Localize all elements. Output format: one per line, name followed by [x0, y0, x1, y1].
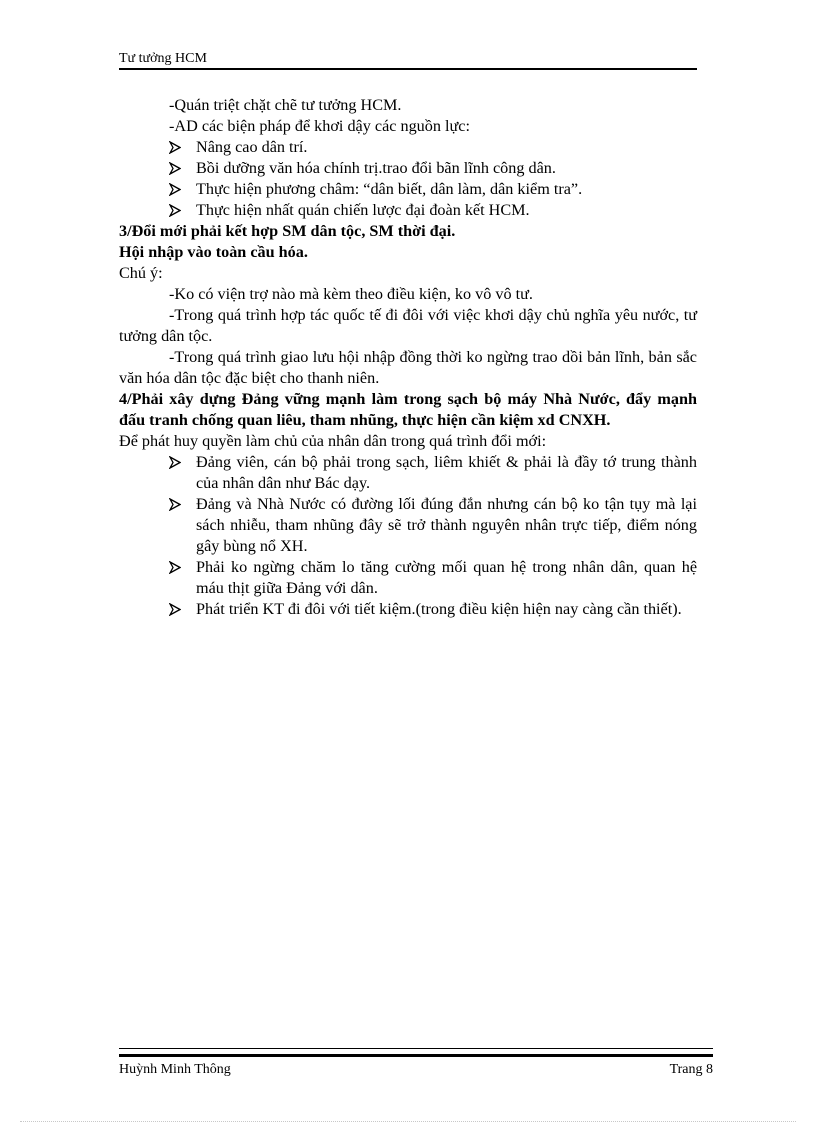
page-header	[119, 50, 697, 70]
section-4-intro: Để phát huy quyền làm chủ của nhân dân trong quá trình đổi mới:	[119, 432, 547, 450]
list-item	[119, 599, 697, 620]
list-item-text: Phải ko ngừng chăm lo tăng cường mối quan hệ trong nhân dân, quan hệ máu thịt giữa Đảng với dân.	[196, 558, 697, 597]
list-item-text: Đảng viên, cán bộ phải trong sạch, liêm khiết & phải là đầy tớ trung thành của nhân dân như Bác dạy.	[196, 453, 697, 492]
arrowhead-bullet-icon	[169, 561, 181, 574]
section-3-subheading: Hội nhập vào toàn cầu hóa.	[119, 243, 308, 261]
list-item	[119, 200, 697, 221]
body-line-1: -Quán triệt chặt chẽ tư tưởng HCM.	[169, 96, 402, 114]
arrowhead-bullet-icon	[169, 162, 181, 175]
list-item	[119, 158, 697, 179]
note-item: -Ko có viện trợ nào mà kèm theo điều kiện, ko vô vô tư.	[169, 285, 533, 303]
list-item	[119, 137, 697, 158]
footer-divider	[119, 1048, 713, 1057]
footer-row	[119, 1062, 713, 1082]
note-item: -Trong quá trình hợp tác quốc tế đi đôi với việc khơi dậy chủ nghĩa yêu nước, tư tưởng dân tộc.	[119, 306, 697, 345]
page-footer	[119, 1048, 713, 1082]
arrowhead-bullet-icon	[169, 183, 181, 196]
header-title: Tư tưởng HCM	[119, 51, 207, 66]
bullet-list-1	[119, 137, 697, 221]
arrowhead-bullet-icon	[169, 603, 181, 616]
note-label: Chú ý:	[119, 264, 163, 282]
list-item-text: Nâng cao dân trí.	[196, 138, 308, 156]
page-bottom-edge	[20, 1121, 796, 1122]
list-item-text: Thực hiện nhất quán chiến lược đại đoàn kết HCM.	[196, 201, 530, 219]
document-body	[119, 95, 697, 620]
list-item-text: Thực hiện phương châm: “dân biết, dân làm, dân kiểm tra”.	[196, 180, 583, 198]
section-3-heading: 3/Đổi mới phải kết hợp SM dân tộc, SM thời đại.	[119, 222, 456, 240]
list-item	[119, 494, 697, 557]
list-item	[119, 452, 697, 494]
note-item: -Trong quá trình giao lưu hội nhập đồng thời ko ngừng trao dồi bản lĩnh, bản sắc văn hóa dân tộc đặc biệt cho thanh niên.	[119, 348, 697, 387]
section-4-heading: 4/Phải xây dựng Đảng vững mạnh làm trong sạch bộ máy Nhà Nước, đẩy mạnh đấu tranh chống quan liêu, tham nhũng, thực hiện cần kiệm xd CNXH.	[119, 390, 697, 429]
arrowhead-bullet-icon	[169, 141, 181, 154]
list-item-text: Bồi dưỡng văn hóa chính trị.trao đổi bãn lĩnh công dân.	[196, 159, 556, 177]
list-item-text: Đảng và Nhà Nước có đường lối đúng đắn nhưng cán bộ ko tận tụy mà lại sách nhiễu, tham nhũng đây sẽ trở thành nguyên nhân trực tiếp, điểm nóng gây bùng nổ XH.	[196, 495, 697, 555]
page-number: Trang 8	[669, 1062, 713, 1077]
body-line-2: -AD các biện pháp để khơi dậy các nguồn lực:	[169, 117, 470, 135]
arrowhead-bullet-icon	[169, 456, 181, 469]
list-item	[119, 557, 697, 599]
bullet-list-2	[119, 452, 697, 620]
arrowhead-bullet-icon	[169, 498, 181, 511]
list-item-text: Phát triển KT đi đôi với tiết kiệm.(trong điều kiện hiện nay càng cần thiết).	[196, 600, 682, 618]
list-item	[119, 179, 697, 200]
footer-author: Huỳnh Minh Thông	[119, 1062, 231, 1077]
arrowhead-bullet-icon	[169, 204, 181, 217]
